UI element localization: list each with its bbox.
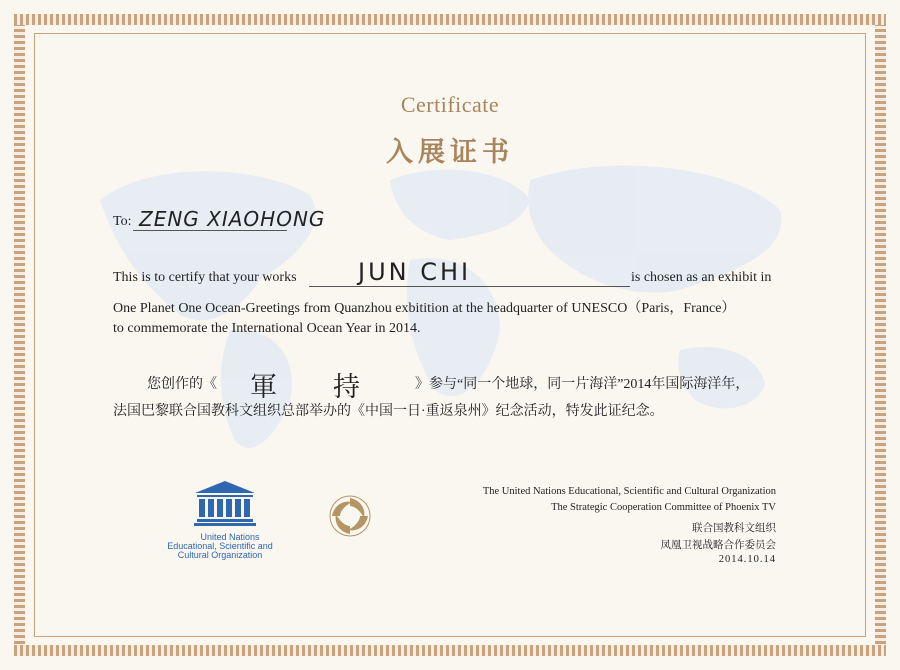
phoenix-tv-logo	[328, 494, 372, 538]
body-zh-line1-pre: 您创作的《	[147, 377, 217, 392]
body-zh-line2: 法国巴黎联合国教科文组织总部举办的《中国一日·重返泉州》纪念活动，特发此证纪念。	[113, 404, 664, 419]
work-title-zh: 軍持	[250, 372, 416, 402]
issuer-phoenix-en: The Strategic Cooperation Committee of Phoenix TV	[551, 502, 776, 513]
issuer-unesco-zh: 联合国教科文组织	[692, 523, 776, 534]
unesco-caption-2: Educational, Scientific and	[167, 541, 273, 551]
recipient-name: ZENG XIAOHONG	[139, 207, 326, 231]
body-en-line3: to commemorate the International Ocean Year in 2014.	[113, 321, 421, 336]
unesco-logo	[193, 479, 257, 527]
body-en-line1-pre: This is to certify that your works	[113, 270, 297, 285]
work-title-underline	[309, 286, 630, 287]
issuer-phoenix-zh: 凤凰卫视战略合作委员会	[660, 540, 776, 551]
body-en-line1-post: is chosen as an exhibit in	[631, 270, 772, 285]
recipient-underline	[133, 230, 287, 231]
certificate-title-zh: 入展证书	[386, 137, 514, 167]
certificate-title-en: Certificate	[400, 92, 500, 117]
work-title-en: JUN CHI	[358, 258, 472, 286]
issuer-unesco-en: The United Nations Educational, Scientific and Cultural Organization	[482, 486, 776, 497]
body-en-line2: One Planet One Ocean-Greetings from Quanzhou exbitition at the headquarter of UNESCO（Paris，France）	[113, 301, 736, 316]
body-zh-line1-post: 》参与“同一个地球，同一片海洋”2014年国际海洋年，	[415, 377, 750, 392]
unesco-caption-3: Cultural Organization	[177, 550, 263, 560]
to-label: To:	[113, 214, 132, 229]
issue-date: 2014.10.14	[718, 554, 776, 565]
unesco-caption-1: United Nations	[200, 532, 260, 542]
